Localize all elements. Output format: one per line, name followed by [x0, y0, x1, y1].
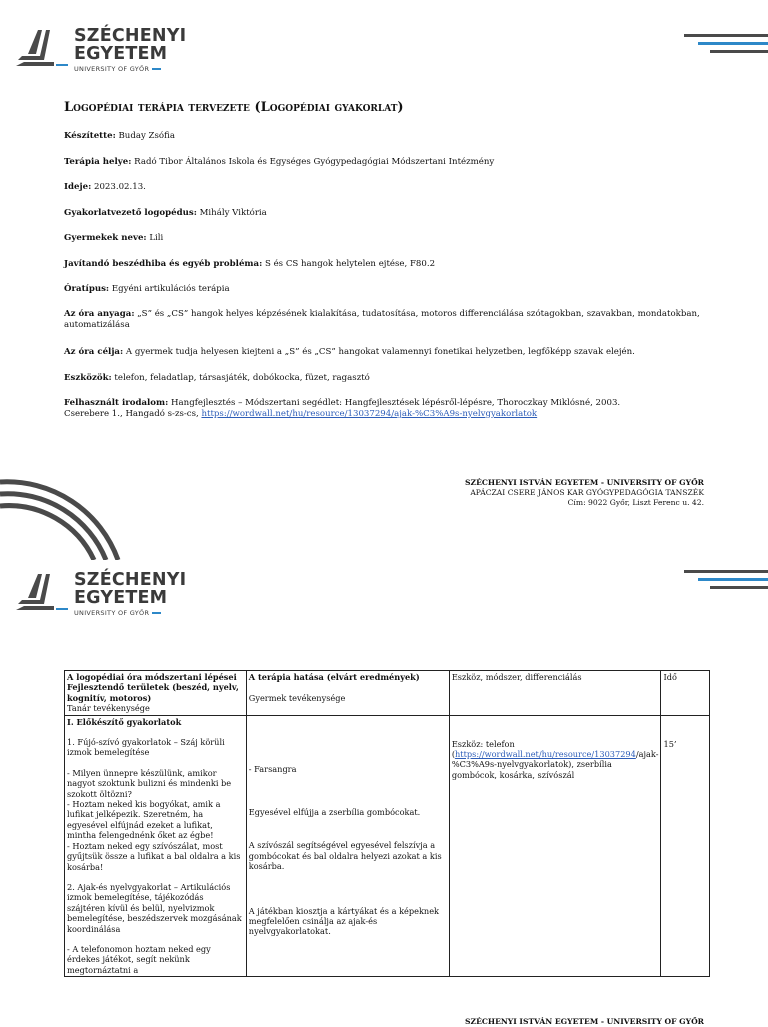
header-stripes	[684, 34, 768, 58]
lesson-plan-table	[64, 670, 710, 977]
field-supervisor: Gyakorlatvezető logopédus: Mihály Viktória	[64, 208, 267, 218]
university-logo-page2	[14, 572, 214, 622]
header-cell-time: Idő	[661, 671, 710, 716]
field-location: Terápia helye: Radó Tibor Általános Iskola és Egységes Gyógypedagógiai Módszertani Intézmény	[64, 157, 495, 167]
table-row	[65, 715, 710, 977]
field-lesson-goal: Az óra célja: A gyermek tudja helyesen kiejteni a „S” és „CS” hangokat valamennyi fonetikai helyzetben, legfőképp szavak elején.	[64, 347, 635, 357]
field-lesson-material: Az óra anyaga: „S” és „CS” hangok helyes képzésének kialakítása, tudatosítása, motoros differenciálása szótagokban, szavakban, mondatokban, automatizálása	[64, 309, 700, 330]
logo-line3: UNIVERSITY OF GYŐR	[74, 65, 161, 73]
logo-line2: EGYETEM	[74, 588, 168, 608]
university-logo-mark-icon	[14, 28, 70, 68]
logo-line1: SZÉCHENYI	[74, 570, 187, 590]
field-date: Ideje: 2023.02.13.	[64, 182, 146, 192]
header-cell-steps: A logopédiai óra módszertani lépései Fejlesztendő területek (beszéd, nyelv, kognitív, motoros) Tanár tevékenysége	[65, 671, 247, 716]
field-author: Készítette: Buday Zsófia	[64, 131, 175, 141]
decorative-arcs	[0, 468, 140, 560]
page1-footer: SZÉCHENYI ISTVÁN EGYETEM - UNIVERSITY OF GYŐR APÁCZAI CSERE JÁNOS KAR GYÓGYPEDAGÓGIA TANSZÉK Cím: 9022 Győr, Liszt Ferenc u. 42.	[465, 478, 704, 507]
field-problem: Javítandó beszédhiba és egyéb probléma: S és CS hangok helytelen ejtése, F80.2	[64, 259, 436, 269]
field-tools: Eszközök: telefon, feladatlap, társasjáték, dobókocka, füzet, ragasztó	[64, 373, 370, 383]
field-lesson-type: Óratípus: Egyéni artikulációs terápia	[64, 284, 230, 294]
field-literature: Felhasznált irodalom: Hangfejlesztés – Módszertani segédlet: Hangfejlesztések lépésről-lépésre, Thoroczkay Miklósné, 2003. Cserebere 1., Hangadó s-zs-cs, https://wordwall.net/hu/resource/13037294/ajak-%C3%A9s-nyelvgyakorlatok	[64, 398, 621, 419]
document-title: Logopédiai terápia tervezete (Logopédiai gyakorlat)	[64, 100, 404, 115]
wordwall-link[interactable]: https://wordwall.net/hu/resource/13037294	[455, 749, 636, 760]
university-logo	[14, 28, 214, 78]
university-logo-mark-icon	[14, 572, 70, 612]
header-cell-effect: A terápia hatása (elvárt eredmények) Gyermek tevékenysége	[246, 671, 449, 716]
field-child-name: Gyermekek neve: Lili	[64, 233, 164, 243]
logo-line1: SZÉCHENYI	[74, 26, 187, 46]
logo-line2: EGYETEM	[74, 44, 168, 64]
cell-teacher-activity: I. Előkészítő gyakorlatok 1. Fújó-szívó gyakorlatok – Száj körüli izmok bemelegítése - Milyen ünnepre készülünk, amikor nagyot szoktunk bulizni és mindenki be szokott öltözni? - Hoztam neked kis bogyókat, amik a lufikat jelképezik. Szeretném, ha egyesével elfújnád ezeket a lufikat, mintha felengednénk őket az égbe! - Hoztam neked egy szívószálat, most gyűjtsük össze a lufikat a bal oldalra a kis kosárba! 2. Ajak-és nyelvgyakorlat – Artikulációs izmok bemelegítése, tájékozódás szájtéren kívül és belül, nyelvizmok bemelegítése, beszédszervek mozgásának koordinálása - A telefonomon hoztam neked egy érdekes játékot, segít nekünk megtornáztatni a	[65, 715, 247, 977]
page2-footer: SZÉCHENYI ISTVÁN EGYETEM - UNIVERSITY OF GYŐR	[465, 1017, 704, 1026]
cell-time: 15’	[661, 715, 710, 977]
header-stripes-page2	[684, 570, 768, 594]
cell-child-activity: - Farsangra Egyesével elfújja a zserbília gombócokat. A szívószál segítségével egyesével felszívja a gombócokat és bal oldalra helyezi azokat a kis kosárba. A játékban kiosztja a kártyákat és a képeknek megfelelően csinálja az ajak-és nyelvgyakorlatokat.	[246, 715, 449, 977]
cell-tools: Eszköz: telefon (https://wordwall.net/hu/resource/13037294/ajak-%C3%A9s-nyelvgyakorlatok), zserbília gombócok, kosárka, szívószál	[449, 715, 661, 977]
table-header-row	[65, 671, 710, 716]
logo-line3: UNIVERSITY OF GYŐR	[74, 609, 161, 617]
literature-link[interactable]: https://wordwall.net/hu/resource/13037294/ajak-%C3%A9s-nyelvgyakorlatok	[201, 409, 538, 419]
header-cell-tools: Eszköz, módszer, differenciálás	[449, 671, 661, 716]
